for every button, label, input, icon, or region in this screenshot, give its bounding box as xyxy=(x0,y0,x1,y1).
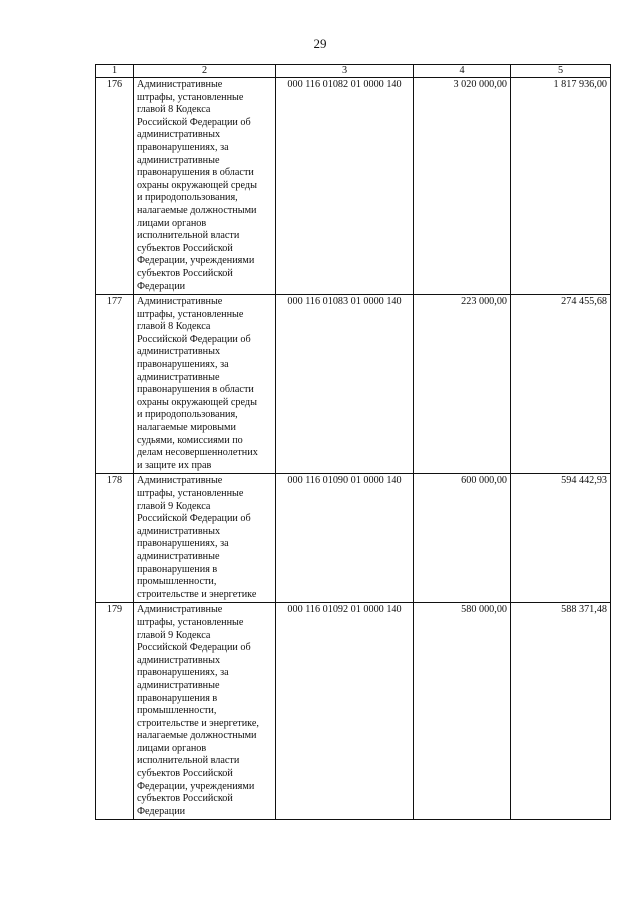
row-number-cell: 177 xyxy=(96,295,134,474)
description-line: субъектов Российской xyxy=(137,242,233,254)
budget-code-cell: 000 116 01090 01 0000 140 xyxy=(276,474,414,603)
description-cell xyxy=(134,295,276,474)
description-line: налагаемые мировыми xyxy=(137,422,236,434)
description-line: охраны окружающей среды xyxy=(137,396,257,408)
description-line: Административные xyxy=(137,475,223,487)
description-line: субъектов Российской xyxy=(137,267,233,279)
budget-code-cell: 000 116 01083 01 0000 140 xyxy=(276,295,414,474)
description-line: правонарушения в xyxy=(137,692,218,704)
description-line: штрафы, установленные xyxy=(137,616,244,628)
row-number-cell: 179 xyxy=(96,603,134,820)
description-line: административных xyxy=(137,346,221,358)
description-line: лицами органов xyxy=(137,742,207,754)
budget-table xyxy=(95,64,611,820)
description-line: охраны окружающей среды xyxy=(137,179,257,191)
description-line: строительстве и энергетике xyxy=(137,588,257,600)
description-line: промышленности, xyxy=(137,576,217,588)
description-line: правонарушения в области xyxy=(137,167,254,179)
description-line: Российской Федерации об xyxy=(137,116,251,128)
description-line: лицами органов xyxy=(137,217,207,229)
description-line: административные xyxy=(137,550,220,562)
budget-code-cell: 000 116 01082 01 0000 140 xyxy=(276,78,414,295)
description-line: Федерации, учреждениями xyxy=(137,255,255,267)
description-line: административные xyxy=(137,154,220,166)
description-line: административных xyxy=(137,654,221,666)
description-line: административных xyxy=(137,129,221,141)
table-body xyxy=(96,78,611,820)
row-number-cell: 176 xyxy=(96,78,134,295)
description-line: главой 8 Кодекса xyxy=(137,321,211,333)
description-line: субъектов Российской xyxy=(137,793,233,805)
actual-amount-cell: 274 455,68 xyxy=(511,295,611,474)
description-line: и природопользования, xyxy=(137,409,238,421)
description-line: и природопользования, xyxy=(137,192,238,204)
planned-amount-cell: 580 000,00 xyxy=(414,603,511,820)
planned-amount-cell: 223 000,00 xyxy=(414,295,511,474)
table-row xyxy=(96,78,611,295)
description-line: штрафы, установленные xyxy=(137,91,244,103)
column-header: 3 xyxy=(276,65,414,78)
description-line: делам несовершеннолетних xyxy=(137,447,258,459)
description-line: главой 8 Кодекса xyxy=(137,104,211,116)
description-line: строительстве и энергетике, xyxy=(137,717,259,729)
description-line: административные xyxy=(137,679,220,691)
description-cell xyxy=(134,603,276,820)
description-line: налагаемые должностными xyxy=(137,204,257,216)
budget-code-cell: 000 116 01092 01 0000 140 xyxy=(276,603,414,820)
description-line: налагаемые должностными xyxy=(137,730,257,742)
actual-amount-cell: 1 817 936,00 xyxy=(511,78,611,295)
description-line: исполнительной власти xyxy=(137,230,240,242)
table-row xyxy=(96,474,611,603)
row-number-cell: 178 xyxy=(96,474,134,603)
actual-amount-cell: 588 371,48 xyxy=(511,603,611,820)
description-line: правонарушениях, за xyxy=(137,141,229,153)
description-line: субъектов Российской xyxy=(137,768,233,780)
description-line: Административные xyxy=(137,604,223,616)
description-line: правонарушения в xyxy=(137,563,218,575)
description-line: штрафы, установленные xyxy=(137,488,244,499)
description-line: административных xyxy=(137,525,221,537)
description-line: Российской Федерации об xyxy=(137,333,251,345)
table-row xyxy=(96,295,611,474)
planned-amount-cell: 3 020 000,00 xyxy=(414,78,511,295)
description-line: правонарушения в области xyxy=(137,384,254,396)
planned-amount-cell: 600 000,00 xyxy=(414,474,511,603)
description-line: Административные xyxy=(137,296,223,308)
description-line: Российской Федерации об xyxy=(137,642,251,654)
description-line: правонарушениях, за xyxy=(137,359,229,371)
table-header-row xyxy=(96,65,611,78)
description-line: главой 9 Кодекса xyxy=(137,500,211,512)
table-row xyxy=(96,603,611,820)
page-number: 29 xyxy=(313,36,327,51)
actual-amount-cell: 594 442,93 xyxy=(511,474,611,603)
description-line: Административные xyxy=(137,79,223,90)
column-header: 5 xyxy=(511,65,611,78)
description-line: исполнительной власти xyxy=(137,755,240,767)
description-line: судьями, комиссиями по xyxy=(137,434,243,446)
column-header: 1 xyxy=(96,65,134,78)
description-line: Федерации xyxy=(137,805,186,817)
description-line: Федерации xyxy=(137,280,186,292)
description-line: административные xyxy=(137,371,220,383)
description-line: правонарушениях, за xyxy=(137,538,229,550)
description-line: штрафы, установленные xyxy=(137,308,244,320)
description-line: промышленности, xyxy=(137,705,217,717)
description-line: правонарушениях, за xyxy=(137,667,229,679)
description-line: главой 9 Кодекса xyxy=(137,629,211,641)
column-header: 4 xyxy=(414,65,511,78)
description-line: Российской Федерации об xyxy=(137,513,251,525)
description-cell xyxy=(134,78,276,295)
description-line: и защите их прав xyxy=(137,459,212,471)
description-cell xyxy=(134,474,276,603)
description-line: Федерации, учреждениями xyxy=(137,780,255,792)
column-header: 2 xyxy=(134,65,276,78)
